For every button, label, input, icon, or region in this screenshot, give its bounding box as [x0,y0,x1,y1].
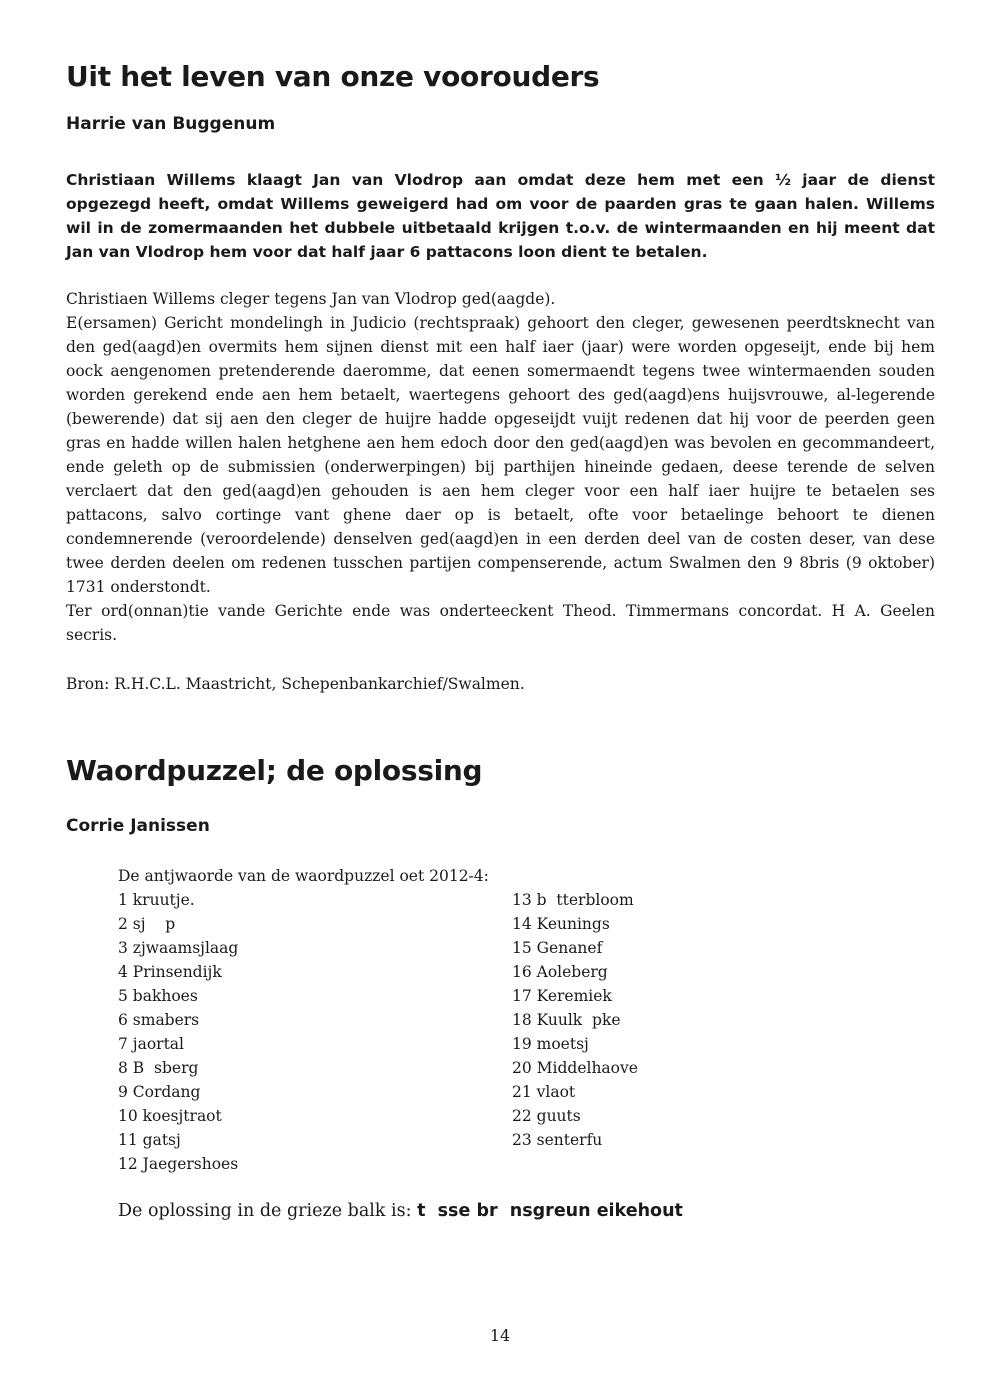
answer-column-left [118,888,238,1176]
answer-item: 4 Prinsendijk [118,963,222,981]
solution-answer: t sse br nsgreun eikehout [417,1201,683,1221]
puzzle-answers [118,864,818,1176]
article-author: Harrie van Buggenum [66,114,276,134]
answer-item: 15 Genanef [512,939,603,957]
answer-item: 13 b tterbloom [512,891,634,909]
answer-item: 10 koesjtraot [118,1107,222,1125]
answer-item: 23 senterfu [512,1131,603,1149]
answer-item: 9 Cordang [118,1083,201,1101]
puzzle-intro: De antjwaorde van de waordpuzzel oet 2012-4: [118,867,489,885]
answer-item: 11 gatsj [118,1131,181,1149]
answer-columns [118,888,818,1176]
answer-item: 7 jaortal [118,1035,185,1053]
article-body [66,287,935,647]
solution-label: De oplossing in de grieze balk is: [118,1201,412,1221]
source-note: Bron: R.H.C.L. Maastricht, Schepenbankarchief/Swalmen. [66,675,525,693]
body-paragraph: Ter ord(onnan)tie vande Gerichte ende was onderteeckent Theod. Timmermans concordat. H A. Geelen secris. [66,602,935,644]
answer-item: 18 Kuulk pke [512,1011,621,1029]
answer-item: 1 kruutje. [118,891,195,909]
answer-item: 16 Aoleberg [512,963,608,981]
answer-item: 6 smabers [118,1011,200,1029]
body-paragraph: E(ersamen) Gericht mondelingh in Judicio (rechtspraak) gehoort den cleger, gewesenen peerdtsknecht van den ged(aagd)en overmits hem sijnen dienst mit een half iaer (jaar) were worden opgeseijt, ende bij hem oock aengenomen pretenderende daeromme, dat eenen somermaendt tegens twee wintermaenden souden worden gerekend ende aen hem betaelt, waertegens gehoort des ged(aagd)ens huijsvrouwe, al-legerende (bewerende) dat sij aen den cleger de huijre hadde opgeseijdt vuijt redenen dat hij voor de peerden geen gras en hadde willen halen hetghene aen hem edoch door den ged(aagd)en was bevolen en gecommandeert, ende geleth op de submissien (onderwerpingen) bij parthijen hineinde gedaen, deese terende de selven verclaert dat den ged(aagd)en gehouden is aen hem cleger voor een half iaer huijre te betaelen ses pattacons, salvo cortinge vant ghene daer op is betaelt, ofte voor betaelinge behoort te dienen condemnerende (veroordelende) denselven ged(aagd)en in een derden deel van de costen deser, van dese twee derden deelen om redenen tusschen partijen compenserende, actum Swalmen den 9 8bris (9 oktober) 1731 onderstondt. [66,314,935,596]
answer-item: 12 Jaegershoes [118,1155,239,1173]
answer-item: 5 bakhoes [118,987,198,1005]
answer-item: 22 guuts [512,1107,581,1125]
answer-item: 17 Keremiek [512,987,612,1005]
answer-item: 2 sj p [118,915,176,933]
answer-column-right [512,888,638,1152]
body-paragraph: Christiaen Willems cleger tegens Jan van Vlodrop ged(aagde). [66,290,556,308]
answer-item: 20 Middelhaove [512,1059,638,1077]
puzzle-solution [118,1198,683,1224]
answer-item: 21 vlaot [512,1083,576,1101]
answer-item: 3 zjwaamsjlaag [118,939,239,957]
answer-item: 14 Keunings [512,915,610,933]
puzzle-title: Waordpuzzel; de oplossing [66,754,483,787]
article-lead: Christiaan Willems klaagt Jan van Vlodrop aan omdat deze hem met een ½ jaar de dienst opgezegd heeft, omdat Willems geweigerd had om voor de paarden gras te gaan halen. Willems wil in de zomermaanden het dubbele uitbetaald krijgen t.o.v. de wintermaanden en hij meent dat Jan van Vlodrop hem voor dat half jaar 6 pattacons loon dient te betalen. [66,171,935,261]
answer-item: 19 moetsj [512,1035,589,1053]
page-number: 14 [489,1326,511,1345]
answer-item: 8 B sberg [118,1059,199,1077]
article-title: Uit het leven van onze voorouders [66,60,600,93]
puzzle-author: Corrie Janissen [66,816,210,836]
